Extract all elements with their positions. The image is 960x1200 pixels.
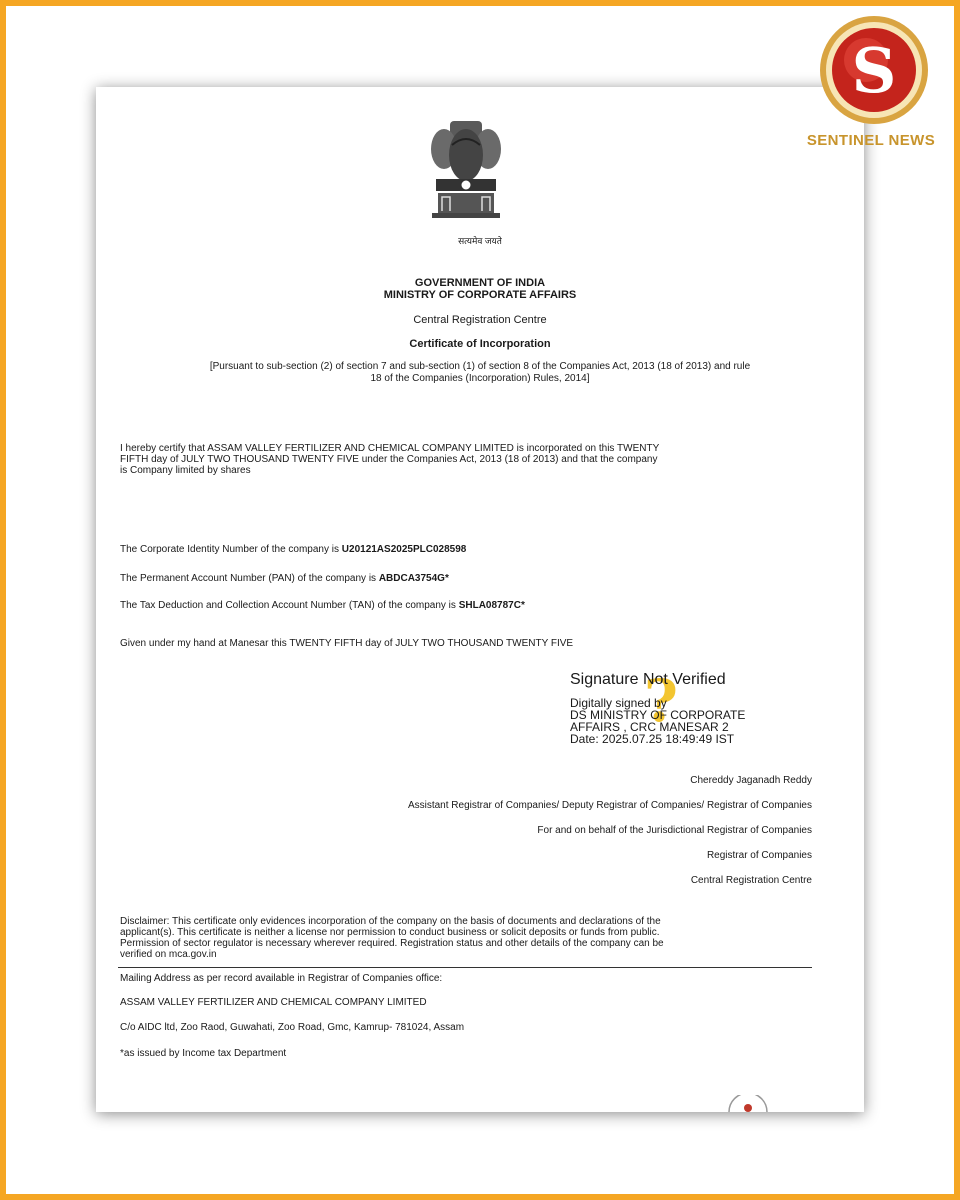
- signatory-name: Chereddy Jaganadh Reddy: [690, 775, 812, 786]
- cin-line: [120, 544, 466, 555]
- disclaimer-line-4: verified on mca.gov.in: [120, 949, 217, 960]
- signatory-role-3: Registrar of Companies: [706, 850, 812, 861]
- certificate-document: [96, 87, 864, 1112]
- certify-line-1: I hereby certify that ASSAM VALLEY FERTILIZER AND CHEMICAL COMPANY LIMITED is incorporated on this TWENTY: [120, 443, 660, 454]
- disclaimer-paragraph: [120, 916, 814, 960]
- tan-value: SHLA08787C*: [458, 600, 525, 611]
- disclaimer-line-3: Permission of sector regulator is necessary wherever required. Registration status and other details of the company can be: [120, 938, 664, 949]
- certify-line-3: is Company limited by shares: [120, 465, 251, 476]
- signatory-role-1: Assistant Registrar of Companies/ Deputy Registrar of Companies/ Registrar of Companies: [407, 800, 812, 811]
- certify-line-2: FIFTH day of JULY TWO THOUSAND TWENTY FIVE under the Companies Act, 2013 (18 of 2013) and that the company: [120, 454, 658, 465]
- cin-value: U20121AS2025PLC028598: [341, 544, 467, 555]
- signatory-role-2: For and on behalf of the Jurisdictional Registrar of Companies: [537, 825, 812, 836]
- sentinel-news-logo-icon: [818, 14, 930, 126]
- signature-status: Signature Not Verified: [570, 671, 726, 688]
- company-name: ASSAM VALLEY FERTILIZER AND CHEMICAL COMPANY LIMITED: [120, 997, 427, 1008]
- cin-label: The Corporate Identity Number of the company is: [120, 544, 342, 555]
- footnote: *as issued by Income tax Department: [120, 1048, 287, 1059]
- mailing-address-label: Mailing Address as per record available in Registrar of Companies office:: [120, 973, 443, 984]
- registration-centre: Central Registration Centre: [413, 314, 547, 326]
- seal-icon: [726, 1095, 770, 1112]
- pursuant-line-2: 18 of the Companies (Incorporation) Rules, 2014]: [370, 373, 590, 384]
- emblem-motto: सत्यमेव जयते: [458, 236, 502, 246]
- given-under-hand: Given under my hand at Manesar this TWENTY FIFTH day of JULY TWO THOUSAND TWENTY FIVE: [120, 638, 574, 649]
- digital-signature-block: [570, 697, 745, 745]
- question-mark-icon: ?: [644, 667, 678, 735]
- signature-line-2: DS MINISTRY OF CORPORATE: [570, 708, 746, 722]
- certificate-title: Certificate of Incorporation: [409, 338, 551, 350]
- certify-paragraph: [120, 443, 808, 476]
- pan-label: The Permanent Account Number (PAN) of the company is: [120, 573, 379, 584]
- header-ministry: MINISTRY OF CORPORATE AFFAIRS: [383, 289, 577, 301]
- pan-line: [120, 573, 449, 584]
- divider: [118, 967, 812, 968]
- national-emblem-icon: [428, 119, 504, 247]
- signature-line-3: AFFAIRS , CRC MANESAR 2: [570, 720, 729, 734]
- header-government: GOVERNMENT OF INDIA: [414, 277, 546, 289]
- signature-line-1: Digitally signed by: [570, 696, 667, 710]
- tan-line: [120, 600, 525, 611]
- brand-name: SENTINEL NEWS: [806, 132, 936, 149]
- logo-letter: S: [851, 34, 897, 107]
- tan-label: The Tax Deduction and Collection Account Number (TAN) of the company is: [120, 600, 459, 611]
- company-address: C/o AIDC ltd, Zoo Raod, Guwahati, Zoo Road, Gmc, Kamrup- 781024, Assam: [120, 1022, 465, 1033]
- disclaimer-line-2: applicant(s). This certificate is neither a license nor permission to conduct business or solicit deposits or funds from public.: [120, 927, 660, 938]
- disclaimer-line-1: Disclaimer: This certificate only evidences incorporation of the company on the basis of documents and declarations of the: [120, 916, 661, 927]
- signature-line-4: Date: 2025.07.25 18:49:49 IST: [570, 732, 735, 746]
- pursuant-line-1: [Pursuant to sub-section (2) of section 7 and sub-section (1) of section 8 of the Companies Act, 2013 (18 of 2013) and rule: [209, 361, 751, 372]
- signatory-role-4: Central Registration Centre: [690, 875, 812, 886]
- pan-value: ABDCA3754G*: [378, 573, 449, 584]
